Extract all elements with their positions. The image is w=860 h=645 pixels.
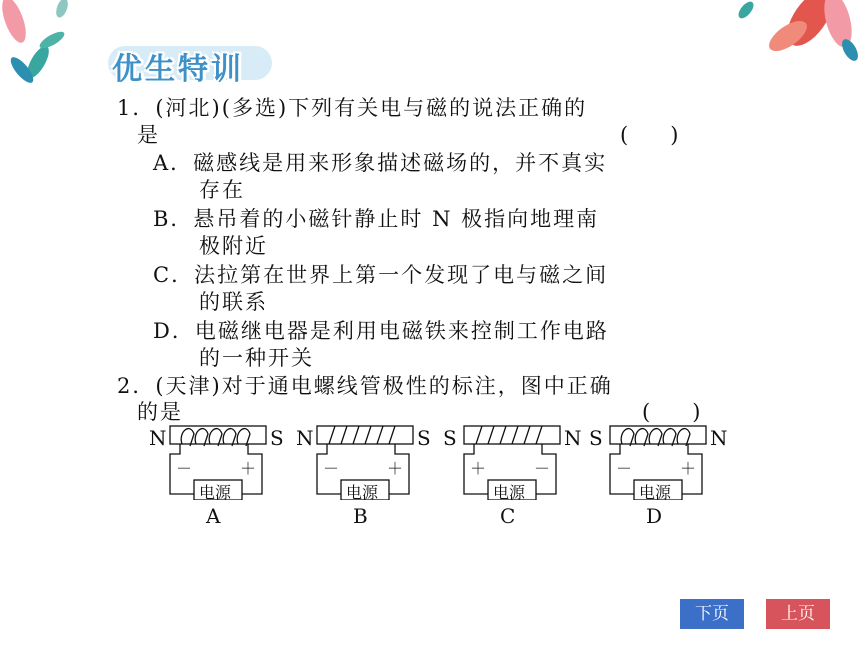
top-right-leaf-decoration: [730, 0, 860, 70]
right-pole-label: N: [564, 426, 582, 450]
left-terminal-sign: －: [323, 459, 340, 478]
right-terminal-sign: －: [534, 459, 551, 478]
next-page-button[interactable]: 下页: [680, 599, 744, 629]
right-pole-label: N: [710, 426, 728, 450]
left-pole-label: S: [589, 426, 603, 450]
previous-page-button[interactable]: 上页: [766, 599, 830, 629]
left-terminal-sign: －: [616, 459, 633, 478]
section-title: 优生特训: [112, 52, 244, 87]
right-terminal-sign: ＋: [387, 459, 404, 478]
right-pole-label: S: [270, 426, 284, 450]
q1-option-d-line1: D．电磁继电器是利用电磁铁来控制工作电路: [153, 319, 609, 343]
power-source-label: 电源: [493, 483, 526, 502]
power-source-label: 电源: [639, 483, 672, 502]
left-pole-label: S: [443, 426, 457, 450]
q2-stem-line2: 的是: [137, 400, 183, 424]
q1-option-c-line1: C．法拉第在世界上第一个发现了电与磁之间: [153, 263, 609, 287]
q1-option-a-line1: A．磁感线是用来形象描述磁场的，并不真实: [153, 151, 608, 175]
solenoid-diagram-a: [148, 420, 288, 528]
top-left-leaf-decoration: [0, 0, 120, 100]
q1-answer-paren: ( ): [620, 123, 679, 147]
right-terminal-sign: ＋: [240, 459, 257, 478]
q2-stem-line1: 2．(天津)对于通电螺线管极性的标注，图中正确: [117, 374, 613, 398]
solenoid-diagram-b: [295, 420, 435, 528]
power-source-label: 电源: [346, 483, 379, 502]
q1-option-b-line1: B．悬吊着的小磁针静止时 N 极指向地理南: [153, 207, 600, 231]
power-source-label: 电源: [199, 483, 232, 502]
q2-answer-paren: ( ): [642, 400, 701, 424]
right-terminal-sign: ＋: [680, 459, 697, 478]
solenoid-diagram-c: [442, 420, 582, 528]
left-terminal-sign: ＋: [470, 459, 487, 478]
q1-stem-line1: 1．(河北)(多选)下列有关电与磁的说法正确的: [117, 96, 588, 120]
option-label: D: [646, 504, 663, 528]
solenoid-diagram-d: [588, 420, 728, 528]
option-label: B: [353, 504, 368, 528]
option-label: C: [500, 504, 516, 528]
q1-stem-line2: 是: [137, 123, 160, 147]
left-terminal-sign: －: [176, 459, 193, 478]
left-pole-label: N: [149, 426, 167, 450]
q1-option-b-line2: 极附近: [199, 234, 268, 258]
left-pole-label: N: [296, 426, 314, 450]
q1-option-d-line2: 的一种开关: [199, 346, 314, 370]
q1-option-c-line2: 的联系: [199, 290, 268, 314]
q1-option-a-line2: 存在: [199, 178, 245, 202]
option-label: A: [206, 504, 221, 528]
right-pole-label: S: [417, 426, 431, 450]
